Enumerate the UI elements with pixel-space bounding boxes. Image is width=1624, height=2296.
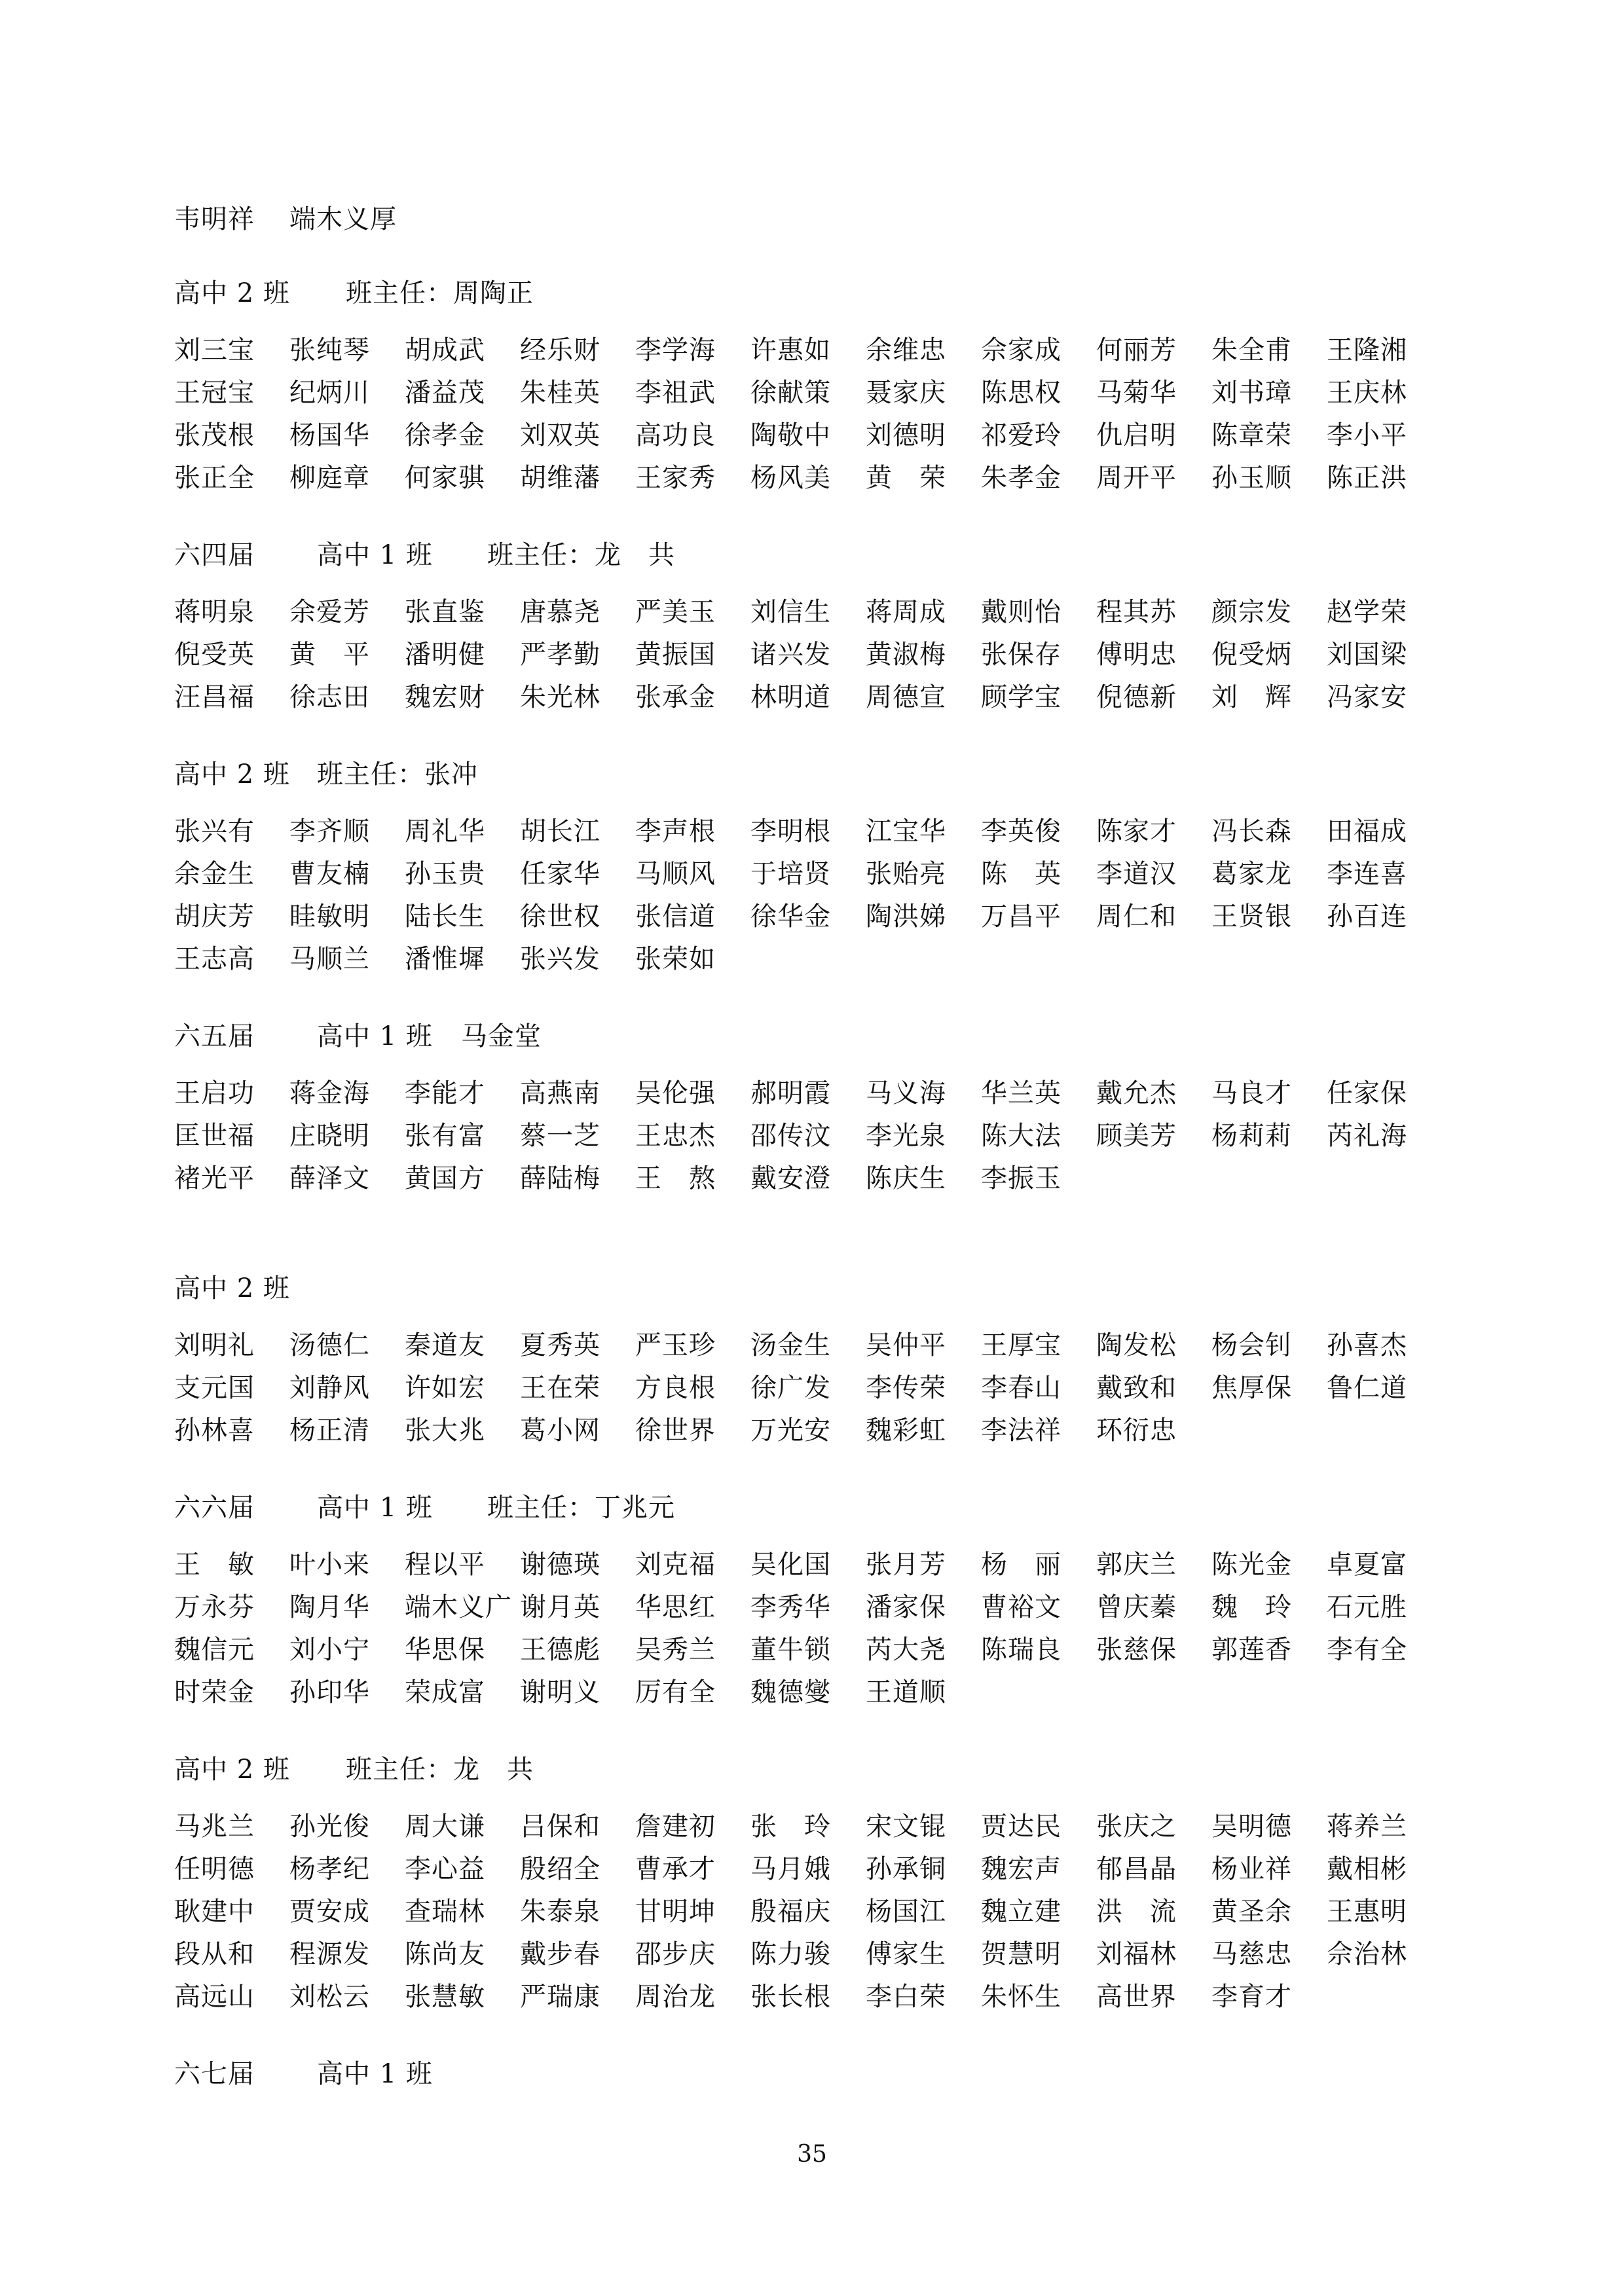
student-name: 詹建初 [635, 1812, 716, 1842]
student-name: 许如宏 [405, 1373, 485, 1403]
student-name: 杨 丽 [981, 1550, 1061, 1580]
student-name: 魏德燮 [750, 1677, 831, 1707]
student-name: 潘明健 [405, 640, 485, 670]
student-name: 祁爱玲 [981, 420, 1061, 450]
student-name: 石元胜 [1327, 1592, 1407, 1622]
student-name: 董牛锁 [750, 1635, 831, 1665]
student-name: 张庆之 [1096, 1812, 1177, 1842]
student-name: 马菊华 [1096, 378, 1177, 408]
student-name: 周仁和 [1096, 902, 1177, 932]
heading-segment: 高中 1 班 [317, 2059, 433, 2089]
student-name: 王冠宝 [174, 378, 255, 408]
student-name: 李育才 [1211, 1982, 1292, 2012]
student-name: 方良根 [635, 1373, 716, 1403]
student-name: 刘静风 [289, 1373, 370, 1403]
student-name: 荣成富 [405, 1677, 485, 1707]
student-name: 胡庆芳 [174, 902, 255, 932]
student-name: 张荣如 [635, 944, 716, 974]
student-name: 褚光平 [174, 1163, 255, 1194]
student-name: 魏立建 [981, 1897, 1061, 1927]
student-name: 严孝勤 [520, 640, 600, 670]
student-name: 严玉珍 [635, 1330, 716, 1360]
student-name: 颜宗发 [1211, 597, 1292, 627]
heading-segment: 班主任：张冲 [317, 759, 478, 790]
student-name: 刘克福 [635, 1550, 716, 1580]
student-name: 杨国江 [866, 1897, 946, 1927]
student-name: 张信道 [635, 902, 716, 932]
student-name: 李学海 [635, 335, 716, 365]
student-name: 薛泽文 [289, 1163, 370, 1194]
student-name: 江宝华 [866, 816, 946, 847]
student-name: 何家骐 [405, 463, 485, 493]
student-name: 秦道友 [405, 1330, 485, 1360]
student-name: 王忠杰 [635, 1121, 716, 1151]
student-name: 戴步春 [520, 1939, 600, 1969]
student-name: 张保存 [981, 640, 1061, 670]
student-name: 陈 英 [981, 859, 1061, 889]
student-name: 王家秀 [635, 463, 716, 493]
student-name: 曹裕文 [981, 1592, 1061, 1622]
student-name: 宋文锟 [866, 1812, 946, 1842]
student-name: 洪 流 [1096, 1897, 1177, 1927]
student-name: 佘治林 [1327, 1939, 1407, 1969]
student-name: 马兆兰 [174, 1812, 255, 1842]
student-name: 张慧敏 [405, 1982, 485, 2012]
student-name: 韦明祥 [174, 204, 255, 234]
student-name: 李有全 [1327, 1635, 1407, 1665]
student-name: 孙林喜 [174, 1415, 255, 1446]
student-name: 柳庭章 [289, 463, 370, 493]
student-name: 黄 荣 [866, 463, 946, 493]
student-name: 孙百连 [1327, 902, 1407, 932]
student-name: 时荣金 [174, 1677, 255, 1707]
student-name: 眭敏明 [289, 902, 370, 932]
student-name: 徐志田 [289, 682, 370, 712]
heading-segment: 六五届 [174, 1021, 255, 1051]
student-name: 张正全 [174, 463, 255, 493]
student-name: 陈尚友 [405, 1939, 485, 1969]
student-name: 殷绍全 [520, 1854, 600, 1884]
student-name: 王惠明 [1327, 1897, 1407, 1927]
student-name: 邵传汶 [750, 1121, 831, 1151]
student-name: 陶发松 [1096, 1330, 1177, 1360]
student-name: 谢月英 [520, 1592, 600, 1622]
student-name: 李明根 [750, 816, 831, 847]
student-name: 陈思权 [981, 378, 1061, 408]
student-name: 胡长江 [520, 816, 600, 847]
student-name: 杨会钊 [1211, 1330, 1292, 1360]
student-name: 汪昌福 [174, 682, 255, 712]
student-name: 魏彩虹 [866, 1415, 946, 1446]
student-name: 李心益 [405, 1854, 485, 1884]
student-name: 李道汉 [1096, 859, 1177, 889]
student-name: 高世界 [1096, 1982, 1177, 2012]
student-name: 戴允杰 [1096, 1078, 1177, 1108]
student-name: 魏宏声 [981, 1854, 1061, 1884]
student-name: 李法祥 [981, 1415, 1061, 1446]
student-name: 陈力骏 [750, 1939, 831, 1969]
student-name: 王 熬 [635, 1163, 716, 1194]
student-name: 魏信元 [174, 1635, 255, 1665]
student-name: 何丽芳 [1096, 335, 1177, 365]
student-name: 谢明义 [520, 1677, 600, 1707]
student-name: 魏 玲 [1211, 1592, 1292, 1622]
student-name: 刘 辉 [1211, 682, 1292, 712]
student-name: 陈光金 [1211, 1550, 1292, 1580]
student-name: 厉有全 [635, 1677, 716, 1707]
student-name: 汤金生 [750, 1330, 831, 1360]
student-name: 余金生 [174, 859, 255, 889]
student-name: 倪受炳 [1211, 640, 1292, 670]
student-name: 陈章荣 [1211, 420, 1292, 450]
student-name: 王道顺 [866, 1677, 946, 1707]
student-name: 曾庆蓁 [1096, 1592, 1177, 1622]
student-name: 朱全甫 [1211, 335, 1292, 365]
heading-segment: 班主任：龙 共 [487, 540, 675, 570]
student-name: 吴秀兰 [635, 1635, 716, 1665]
student-name: 徐华金 [750, 902, 831, 932]
student-name: 孙承铜 [866, 1854, 946, 1884]
student-name: 张有富 [405, 1121, 485, 1151]
heading-segment: 班主任：龙 共 [346, 1755, 534, 1785]
student-name: 程其苏 [1096, 597, 1177, 627]
student-name: 吴化国 [750, 1550, 831, 1580]
student-name: 余爱芳 [289, 597, 370, 627]
heading-segment: 高中 2 班 [174, 1755, 290, 1785]
student-name: 段从和 [174, 1939, 255, 1969]
student-name: 高远山 [174, 1982, 255, 2012]
student-name: 贺慧明 [981, 1939, 1061, 1969]
student-name: 李光泉 [866, 1121, 946, 1151]
student-name: 郭莲香 [1211, 1635, 1292, 1665]
student-name: 任家华 [520, 859, 600, 889]
student-name: 刘信生 [750, 597, 831, 627]
student-name: 吕保和 [520, 1812, 600, 1842]
student-name: 马慈忠 [1211, 1939, 1292, 1969]
student-name: 仇启明 [1096, 420, 1177, 450]
student-name: 汤德仁 [289, 1330, 370, 1360]
student-name: 孙光俊 [289, 1812, 370, 1842]
student-name: 马月娥 [750, 1854, 831, 1884]
student-name: 王庆林 [1327, 378, 1407, 408]
student-name: 王贤银 [1211, 902, 1292, 932]
student-name: 潘益茂 [405, 378, 485, 408]
student-name: 张茂根 [174, 420, 255, 450]
student-name: 朱孝金 [981, 463, 1061, 493]
student-name: 芮大尧 [866, 1635, 946, 1665]
student-name: 于培贤 [750, 859, 831, 889]
student-name: 查瑞林 [405, 1897, 485, 1927]
student-name: 曹友楠 [289, 859, 370, 889]
student-name: 吴伦强 [635, 1078, 716, 1108]
student-name: 甘明坤 [635, 1897, 716, 1927]
student-name: 蒋养兰 [1327, 1812, 1407, 1842]
student-name: 周治龙 [635, 1982, 716, 2012]
student-name: 孙喜杰 [1327, 1330, 1407, 1360]
student-name: 曹承才 [635, 1854, 716, 1884]
student-name: 芮礼海 [1327, 1121, 1407, 1151]
student-name: 陈正洪 [1327, 463, 1407, 493]
student-name: 许惠如 [750, 335, 831, 365]
student-name: 支元国 [174, 1373, 255, 1403]
student-name: 孙印华 [289, 1677, 370, 1707]
student-name: 朱桂英 [520, 378, 600, 408]
student-name: 张 玲 [750, 1812, 831, 1842]
student-name: 华兰英 [981, 1078, 1061, 1108]
heading-segment: 六四届 [174, 540, 255, 570]
student-name: 庄晓明 [289, 1121, 370, 1151]
student-name: 陈大法 [981, 1121, 1061, 1151]
student-name: 黄振国 [635, 640, 716, 670]
student-name: 万昌平 [981, 902, 1061, 932]
student-name: 马顺兰 [289, 944, 370, 974]
student-name: 胡成武 [405, 335, 485, 365]
student-name: 吴明德 [1211, 1812, 1292, 1842]
student-name: 严瑞康 [520, 1982, 600, 2012]
student-name: 傅家生 [866, 1939, 946, 1969]
student-name: 徐孝金 [405, 420, 485, 450]
student-name: 胡维藩 [520, 463, 600, 493]
heading-segment: 高中 1 班 [317, 1021, 433, 1051]
student-name: 黄 平 [289, 640, 370, 670]
student-name: 郁昌晶 [1096, 1854, 1177, 1884]
student-name: 高燕南 [520, 1078, 600, 1108]
student-name: 顾学宝 [981, 682, 1061, 712]
heading-segment: 高中 1 班 [317, 1493, 433, 1523]
student-name: 严美玉 [635, 597, 716, 627]
student-name: 周开平 [1096, 463, 1177, 493]
student-name: 戴相彬 [1327, 1854, 1407, 1884]
student-name: 杨正清 [289, 1415, 370, 1446]
student-name: 耿建中 [174, 1897, 255, 1927]
student-name: 田福成 [1327, 816, 1407, 847]
student-name: 魏宏财 [405, 682, 485, 712]
student-name: 贾安成 [289, 1897, 370, 1927]
student-name: 徐广发 [750, 1373, 831, 1403]
student-name: 李祖武 [635, 378, 716, 408]
student-name: 张长根 [750, 1982, 831, 2012]
student-name: 戴安澄 [750, 1163, 831, 1194]
student-name: 刘德明 [866, 420, 946, 450]
student-name: 顾美芳 [1096, 1121, 1177, 1151]
student-name: 王厚宝 [981, 1330, 1061, 1360]
student-name: 葛家龙 [1211, 859, 1292, 889]
student-name: 张慈保 [1096, 1635, 1177, 1665]
student-name: 黄淑梅 [866, 640, 946, 670]
student-name: 李齐顺 [289, 816, 370, 847]
student-name: 张贻亮 [866, 859, 946, 889]
student-name: 马顺风 [635, 859, 716, 889]
student-name: 吴仲平 [866, 1330, 946, 1360]
student-name: 蒋周成 [866, 597, 946, 627]
student-name: 夏秀英 [520, 1330, 600, 1360]
student-name: 蔡一芝 [520, 1121, 600, 1151]
student-name: 郭庆兰 [1096, 1550, 1177, 1580]
student-name: 唐慕尧 [520, 597, 600, 627]
heading-segment: 班主任：周陶正 [346, 278, 534, 308]
student-name: 朱怀生 [981, 1982, 1061, 2012]
student-name: 邵步庆 [635, 1939, 716, 1969]
student-name: 薛陆梅 [520, 1163, 600, 1194]
student-name: 李声根 [635, 816, 716, 847]
student-name: 蒋明泉 [174, 597, 255, 627]
student-name: 刘书璋 [1211, 378, 1292, 408]
student-name: 潘惟墀 [405, 944, 485, 974]
student-name: 孙玉顺 [1211, 463, 1292, 493]
student-name: 佘家成 [981, 335, 1061, 365]
student-name: 李白荣 [866, 1982, 946, 2012]
page-number: 35 [797, 2141, 827, 2168]
student-name: 任家保 [1327, 1078, 1407, 1108]
student-name: 焦厚保 [1211, 1373, 1292, 1403]
student-name: 冯家安 [1327, 682, 1407, 712]
student-name: 周大谦 [405, 1812, 485, 1842]
student-name: 朱光林 [520, 682, 600, 712]
student-name: 冯长森 [1211, 816, 1292, 847]
student-name: 殷福庆 [750, 1897, 831, 1927]
student-name: 万永芬 [174, 1592, 255, 1622]
student-name: 聂家庆 [866, 378, 946, 408]
student-name: 傅明忠 [1096, 640, 1177, 670]
heading-segment: 高中 2 班 [174, 1273, 290, 1303]
student-name: 周礼华 [405, 816, 485, 847]
student-name: 杨风美 [750, 463, 831, 493]
student-name: 张承金 [635, 682, 716, 712]
student-name: 张兴有 [174, 816, 255, 847]
student-name: 刘福林 [1096, 1939, 1177, 1969]
student-name: 李英俊 [981, 816, 1061, 847]
student-name: 陶敬中 [750, 420, 831, 450]
student-name: 黄圣余 [1211, 1897, 1292, 1927]
student-name: 华思红 [635, 1592, 716, 1622]
student-name: 鲁仁道 [1327, 1373, 1407, 1403]
student-name: 余维忠 [866, 335, 946, 365]
student-name: 陈庆生 [866, 1163, 946, 1194]
student-name: 陆长生 [405, 902, 485, 932]
student-name: 戴则怡 [981, 597, 1061, 627]
student-name: 王在荣 [520, 1373, 600, 1403]
student-name: 刘三宝 [174, 335, 255, 365]
student-name: 卓夏富 [1327, 1550, 1407, 1580]
student-name: 王 敏 [174, 1550, 255, 1580]
student-name: 马良才 [1211, 1078, 1292, 1108]
student-name: 谢德瑛 [520, 1550, 600, 1580]
student-name: 林明道 [750, 682, 831, 712]
student-name: 李连喜 [1327, 859, 1407, 889]
student-name: 倪受英 [174, 640, 255, 670]
student-name: 高功良 [635, 420, 716, 450]
student-name: 程以平 [405, 1550, 485, 1580]
student-name: 张月芳 [866, 1550, 946, 1580]
student-name: 陈瑞良 [981, 1635, 1061, 1665]
student-name: 陈家才 [1096, 816, 1177, 847]
student-name: 李秀华 [750, 1592, 831, 1622]
student-name: 刘松云 [289, 1982, 370, 2012]
student-name: 经乐财 [520, 335, 600, 365]
student-name: 叶小来 [289, 1550, 370, 1580]
student-name: 杨孝纪 [289, 1854, 370, 1884]
student-name: 环衍忠 [1096, 1415, 1177, 1446]
student-name: 陶洪娣 [866, 902, 946, 932]
student-name: 马义海 [866, 1078, 946, 1108]
heading-segment: 高中 2 班 [174, 278, 290, 308]
student-name: 倪德新 [1096, 682, 1177, 712]
student-name: 张纯琴 [289, 335, 370, 365]
student-name: 华思保 [405, 1635, 485, 1665]
student-name: 贾达民 [981, 1812, 1061, 1842]
heading-segment: 高中 2 班 [174, 759, 290, 790]
student-name: 任明德 [174, 1854, 255, 1884]
student-name: 孙玉贵 [405, 859, 485, 889]
student-name: 刘国梁 [1327, 640, 1407, 670]
student-name: 端木义广 [405, 1592, 512, 1622]
student-name: 刘小宁 [289, 1635, 370, 1665]
student-name: 杨业祥 [1211, 1854, 1292, 1884]
student-name: 李振玉 [981, 1163, 1061, 1194]
student-name: 周德宣 [866, 682, 946, 712]
heading-segment: 马金堂 [461, 1021, 542, 1051]
student-name: 王隆湘 [1327, 335, 1407, 365]
heading-segment: 六六届 [174, 1493, 255, 1523]
heading-segment: 六七届 [174, 2059, 255, 2089]
student-name: 戴致和 [1096, 1373, 1177, 1403]
student-name: 郝明霞 [750, 1078, 831, 1108]
student-name: 王德彪 [520, 1635, 600, 1665]
student-name: 蒋金海 [289, 1078, 370, 1108]
student-name: 刘明礼 [174, 1330, 255, 1360]
student-name: 徐世权 [520, 902, 600, 932]
student-name: 程源发 [289, 1939, 370, 1969]
student-name: 赵学荣 [1327, 597, 1407, 627]
student-name: 端木义厚 [289, 204, 397, 234]
student-name: 纪炳川 [289, 378, 370, 408]
student-name: 李春山 [981, 1373, 1061, 1403]
student-name: 朱泰泉 [520, 1897, 600, 1927]
student-name: 徐世界 [635, 1415, 716, 1446]
student-name: 张直鉴 [405, 597, 485, 627]
student-name: 张兴发 [520, 944, 600, 974]
student-name: 葛小网 [520, 1415, 600, 1446]
student-name: 徐献策 [750, 378, 831, 408]
student-name: 王启功 [174, 1078, 255, 1108]
student-name: 刘双英 [520, 420, 600, 450]
student-name: 李小平 [1327, 420, 1407, 450]
student-name: 诸兴发 [750, 640, 831, 670]
student-name: 潘家保 [866, 1592, 946, 1622]
student-name: 王志高 [174, 944, 255, 974]
student-name: 李能才 [405, 1078, 485, 1108]
student-name: 万光安 [750, 1415, 831, 1446]
heading-segment: 高中 1 班 [317, 540, 433, 570]
student-name: 杨莉莉 [1211, 1121, 1292, 1151]
student-name: 匡世福 [174, 1121, 255, 1151]
student-name: 李传荣 [866, 1373, 946, 1403]
student-name: 杨国华 [289, 420, 370, 450]
student-name: 陶月华 [289, 1592, 370, 1622]
student-name: 黄国方 [405, 1163, 485, 1194]
heading-segment: 班主任：丁兆元 [487, 1493, 675, 1523]
student-name: 张大兆 [405, 1415, 485, 1446]
